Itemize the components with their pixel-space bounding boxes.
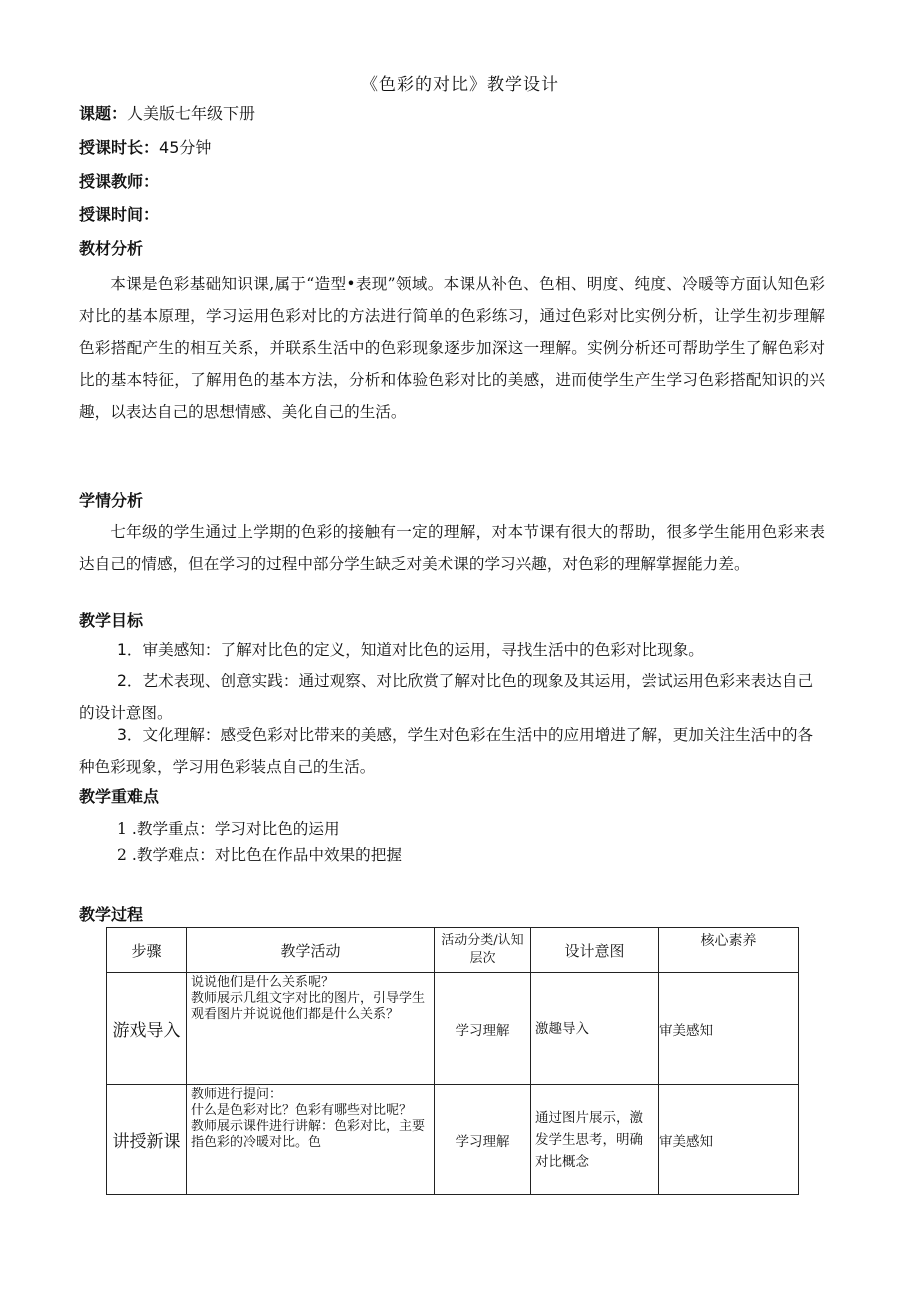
row2-core: 审美感知 bbox=[659, 1085, 799, 1195]
row1-core: 审美感知 bbox=[659, 973, 799, 1085]
row1-activity-line-2: 教师展示几组文字对比的图片，引导学生观看图片并说说他们都是什么关系？ bbox=[191, 991, 426, 1022]
row1-step: 游戏导入 bbox=[107, 973, 187, 1085]
meta-duration-key: 授课时长： bbox=[79, 138, 160, 157]
header-category: 活动分类/认知层次 bbox=[435, 928, 531, 973]
keypoint-num-2: 2 bbox=[117, 846, 127, 864]
goal-text-3: ．文化理解：感受色彩对比带来的美感，学生对色彩在生活中的应用增进了解，更加关注生活中的各种色彩现象，学习用色彩装点自己的生活。 bbox=[79, 726, 814, 776]
students-text: 七年级的学生通过上学期的色彩的接触有一定的理解，对本节课有很大的帮助，很多学生能用色彩来表达自己的情感，但在学习的过程中部分学生缺乏对美术课的学习兴趣，对色彩的理解掌握能力差。 bbox=[79, 523, 825, 573]
header-step: 步骤 bbox=[107, 928, 187, 973]
goal-text-2: ．艺术表现、创意实践：通过观察、对比欣赏了解对比色的现象及其运用，尝试运用色彩来表达自己的设计意图。 bbox=[79, 672, 814, 722]
goal-num-3: 3 bbox=[117, 726, 127, 744]
meta-time bbox=[79, 205, 159, 225]
row2-activity-line-2: 什么是色彩对比？色彩有哪些对比呢？ bbox=[191, 1103, 413, 1118]
row2-category: 学习理解 bbox=[435, 1085, 531, 1195]
row2-step: 讲授新课 bbox=[107, 1085, 187, 1195]
row1-activity bbox=[187, 973, 435, 1085]
header-core: 核心素养 bbox=[659, 928, 799, 973]
goal-num-1: 1 bbox=[117, 641, 127, 659]
row1-intent: 激趣导入 bbox=[531, 973, 659, 1085]
heading-students: 学情分析 bbox=[79, 491, 144, 510]
meta-course-key: 课题： bbox=[79, 104, 128, 123]
meta-duration-value: 45分钟 bbox=[159, 138, 212, 157]
row2-activity bbox=[187, 1085, 435, 1195]
heading-keypoints: 教学重难点 bbox=[79, 787, 160, 806]
heading-material: 教材分析 bbox=[79, 239, 144, 258]
keypoint-text-2: .教学难点：对比色在作品中效果的把握 bbox=[131, 846, 402, 864]
goal-item-3 bbox=[79, 719, 825, 783]
keypoint-item-1 bbox=[117, 818, 340, 840]
header-activity: 教学活动 bbox=[187, 928, 435, 973]
meta-teacher-key: 授课教师： bbox=[79, 172, 160, 191]
goal-num-2: 2 bbox=[117, 672, 127, 690]
meta-course bbox=[79, 104, 255, 124]
row2-activity-line-1: 教师进行提问： bbox=[191, 1087, 283, 1102]
heading-goals: 教学目标 bbox=[79, 611, 144, 630]
table-header-row bbox=[107, 928, 799, 973]
table-row bbox=[107, 1085, 799, 1195]
row2-intent: 通过图片展示，激发学生思考，明确对比概念 bbox=[531, 1085, 659, 1195]
keypoint-text-1: .教学重点：学习对比色的运用 bbox=[131, 820, 340, 838]
row1-activity-line-1: 说说他们是什么关系呢？ bbox=[191, 975, 335, 990]
goal-item-1 bbox=[79, 634, 825, 666]
meta-course-value: 人美版七年级下册 bbox=[127, 104, 256, 123]
meta-teacher bbox=[79, 172, 159, 192]
material-text: 本课是色彩基础知识课,属于“造型•表现”领域。本课从补色、色相、明度、纯度、冷暖等方面认知色彩对比的基本原理，学习运用色彩对比的方法进行简单的色彩练习，通过色彩对比实例分析，让学生初步理解色彩搭配产生的相互关系，并联系生活中的色彩现象逐步加深这一理解。实例分析还可帮助学生了解色彩对比的基本特征，了解用色的基本方法，分析和体验色彩对比的美感，进而使学生产生学习色彩搭配知识的兴趣，以表达自己的思想情感、美化自己的生活。 bbox=[79, 275, 825, 421]
header-intent: 设计意图 bbox=[531, 928, 659, 973]
heading-process: 教学过程 bbox=[79, 905, 144, 924]
keypoint-item-2 bbox=[117, 844, 402, 866]
process-table bbox=[106, 927, 799, 1195]
row2-activity-line-3: 教师展示课件进行讲解：色彩对比，主要指色彩的冷暖对比。色 bbox=[191, 1119, 426, 1150]
keypoint-num-1: 1 bbox=[117, 820, 127, 838]
row1-category: 学习理解 bbox=[435, 973, 531, 1085]
meta-time-key: 授课时间： bbox=[79, 205, 160, 224]
table-row bbox=[107, 973, 799, 1085]
meta-duration bbox=[79, 138, 211, 158]
doc-title: 《色彩的对比》教学设计 bbox=[361, 75, 559, 95]
goal-text-1: ．审美感知：了解对比色的定义，知道对比色的运用，寻找生活中的色彩对比现象。 bbox=[126, 641, 704, 659]
